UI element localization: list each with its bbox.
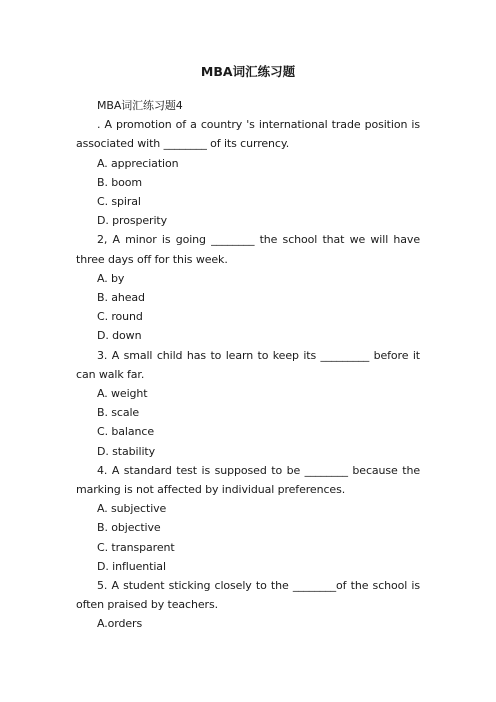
question-3-option-b: B. scale [97, 406, 140, 420]
question-4-option-a: A. subjective [97, 502, 167, 516]
question-4-option-c: C. transparent [97, 540, 175, 554]
question-1-option-a: A. appreciation [97, 156, 179, 170]
question-2-option-d: D. down [97, 329, 142, 343]
question-2-stem: 2, A minor is going ________ the school that we will have three days off for this week. [76, 233, 420, 266]
section-subtitle: MBA词汇练习题4 [97, 99, 183, 112]
question-5-option-a: A.orders [97, 617, 143, 631]
question-4-option-b: B. objective [97, 521, 161, 535]
question-5-stem: 5. A student sticking closely to the ________of the school is often praised by teachers. [76, 579, 420, 612]
question-3-option-a: A. weight [97, 387, 148, 401]
question-3-stem: 3. A small child has to learn to keep its _________ before it can walk far. [76, 348, 420, 381]
question-1-option-c: C. spiral [97, 195, 141, 209]
document-title: MBA词汇练习题 [200, 64, 296, 79]
question-1-option-d: D. prosperity [97, 214, 168, 228]
question-1-stem: . A promotion of a country 's international trade position is associated with ________ of its currency. [76, 118, 420, 151]
question-4-option-d: D. influential [97, 559, 166, 573]
question-3-option-d: D. stability [97, 444, 156, 458]
question-2-option-b: B. ahead [97, 291, 145, 305]
question-3-option-c: C. balance [97, 425, 154, 439]
question-2-option-a: A. by [97, 271, 125, 285]
question-2-option-c: C. round [97, 310, 143, 324]
question-4-stem: 4. A standard test is supposed to be ________ because the marking is not affected by individual preferences. [76, 463, 420, 497]
question-1-option-b: B. boom [97, 175, 142, 189]
